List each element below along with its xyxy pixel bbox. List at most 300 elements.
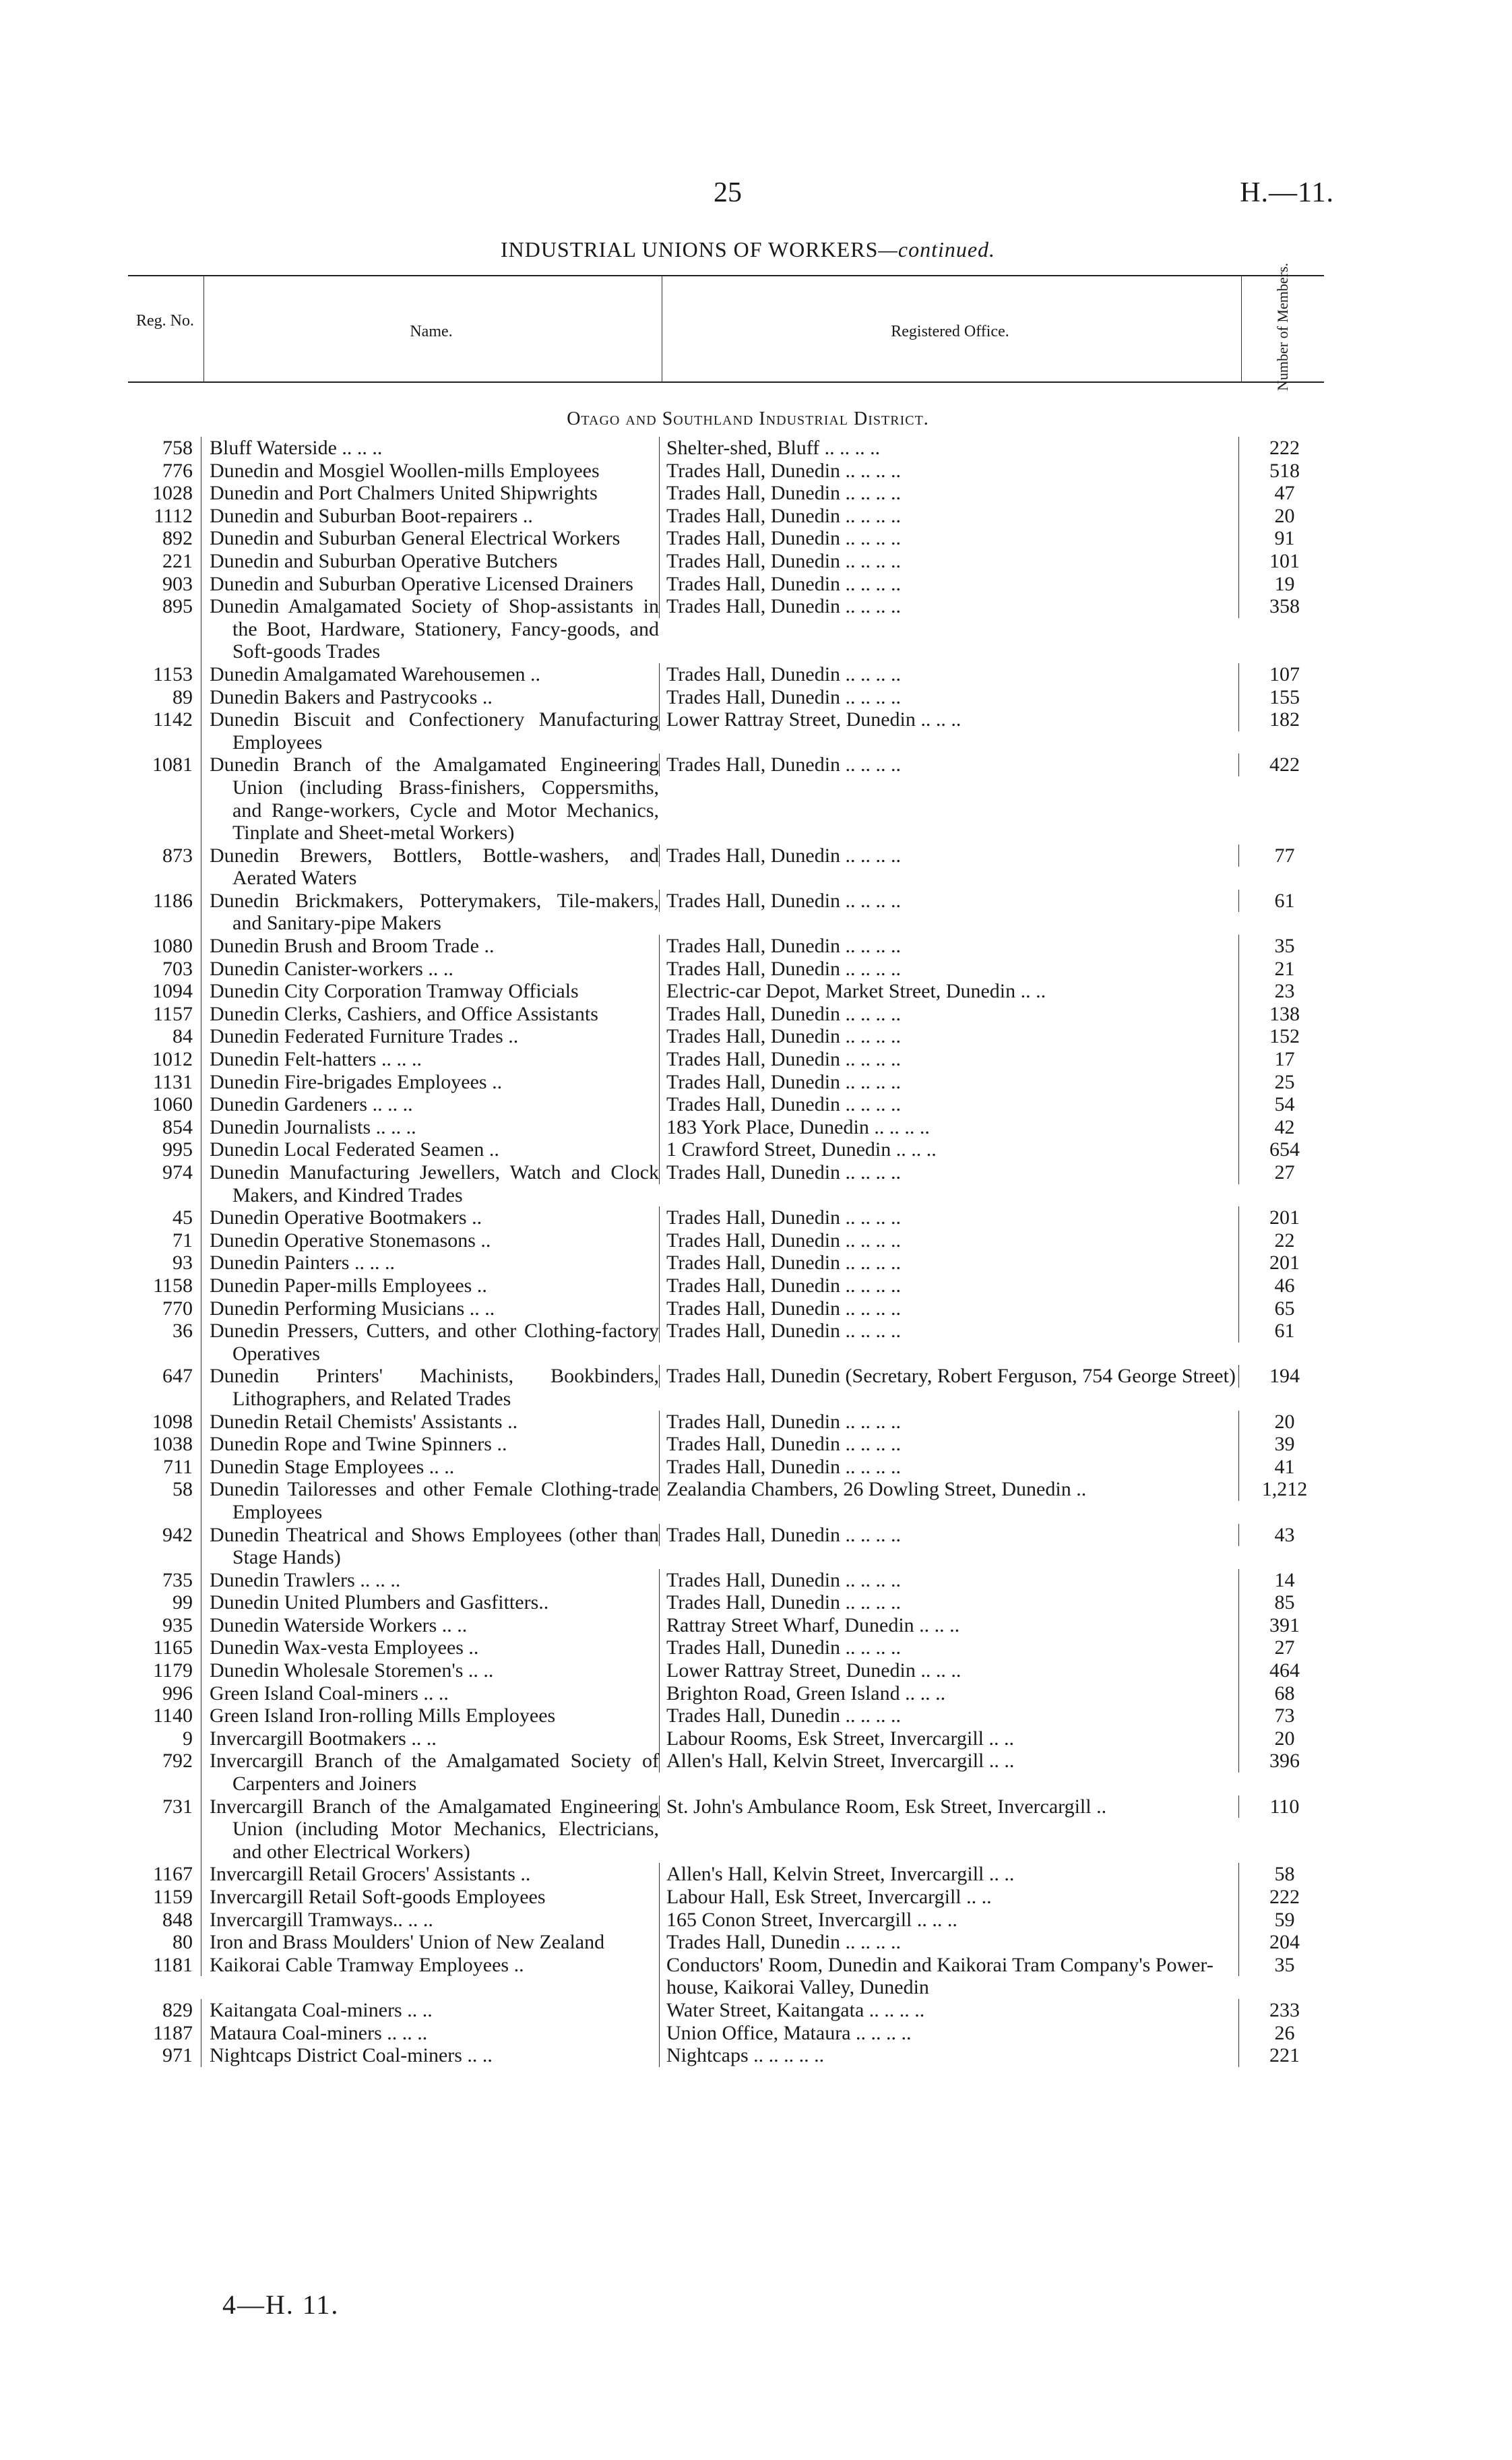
reg-number: 1187 xyxy=(153,2021,193,2044)
member-count: 43 xyxy=(1274,1523,1295,1546)
registered-office: Trades Hall, Dunedin .. .. .. .. xyxy=(666,1568,902,1591)
union-name: Kaikorai Cable Tramway Employees .. xyxy=(210,1953,524,1976)
union-name: Iron and Brass Moulders' Union of New Zealand xyxy=(210,1931,605,1954)
registered-office: Trades Hall, Dunedin .. .. .. .. xyxy=(666,482,902,505)
reg-number-cell xyxy=(128,550,201,573)
member-count-cell xyxy=(1238,935,1327,958)
registered-office: Allen's Hall, Kelvin Street, Invercargill .. .. xyxy=(666,1750,1015,1773)
reg-number-cell xyxy=(128,1456,201,1479)
table-row xyxy=(128,1048,1327,1071)
reg-number-cell xyxy=(128,1297,201,1320)
registered-office: Trades Hall, Dunedin .. .. .. .. xyxy=(666,1410,902,1433)
table-row xyxy=(128,1025,1327,1048)
member-count: 201 xyxy=(1269,1252,1300,1274)
table-row xyxy=(128,1591,1327,1614)
registered-office-cell xyxy=(659,1206,1238,1229)
member-count-cell xyxy=(1238,1478,1327,1501)
union-name-cell xyxy=(201,1750,659,1795)
member-count-cell xyxy=(1238,1003,1327,1026)
member-count-cell xyxy=(1238,1161,1327,1184)
reg-number-cell xyxy=(128,1206,201,1229)
table-row xyxy=(128,1795,1327,1864)
registered-office: Shelter-shed, Bluff .. .. .. .. xyxy=(666,437,881,459)
registered-office: Trades Hall, Dunedin .. .. .. .. xyxy=(666,1320,902,1343)
reg-number: 1038 xyxy=(152,1433,193,1456)
reg-number: 1060 xyxy=(152,1093,193,1116)
reg-number: 829 xyxy=(162,1998,193,2021)
member-count: 59 xyxy=(1274,1908,1295,1931)
registered-office: 165 Conon Street, Invercargill .. .. .. xyxy=(666,1908,957,1931)
union-name-cell xyxy=(201,1682,659,1705)
member-count: 654 xyxy=(1269,1138,1300,1161)
member-count: 20 xyxy=(1274,504,1295,527)
registered-office: St. John's Ambulance Room, Esk Street, Invercargill .. xyxy=(666,1795,1107,1818)
reg-number-cell xyxy=(128,890,201,913)
reg-number-cell xyxy=(128,1433,201,1456)
registered-office-cell xyxy=(659,686,1238,709)
union-name: Invercargill Retail Soft-goods Employees xyxy=(210,1886,546,1908)
registered-office-cell xyxy=(659,1931,1238,1954)
registered-office: Trades Hall, Dunedin .. .. .. .. xyxy=(666,1002,902,1025)
union-name-cell xyxy=(201,1161,659,1206)
registered-office: Trades Hall, Dunedin .. .. .. .. xyxy=(666,1093,902,1116)
member-count: 65 xyxy=(1274,1297,1295,1320)
union-name-cell xyxy=(201,1048,659,1071)
column-header-office: Registered Office. xyxy=(891,323,1009,340)
union-name: Dunedin and Suburban General Electrical Workers xyxy=(210,527,621,550)
member-count: 17 xyxy=(1274,1048,1295,1071)
union-name: Mataura Coal-miners .. .. .. xyxy=(210,2021,428,2044)
union-name-cell xyxy=(201,1456,659,1479)
registered-office: Trades Hall, Dunedin .. .. .. .. xyxy=(666,663,902,685)
registered-office-cell xyxy=(659,1365,1238,1388)
reg-number-cell xyxy=(128,663,201,686)
member-count-cell xyxy=(1238,1297,1327,1320)
table-row xyxy=(128,958,1327,981)
reg-number-cell xyxy=(128,1048,201,1071)
reg-number-cell xyxy=(128,2044,201,2067)
reg-number-cell xyxy=(128,1954,201,1977)
union-name: Dunedin Fire-brigades Employees .. xyxy=(210,1070,503,1093)
union-name-cell xyxy=(201,2044,659,2067)
registered-office: Lower Rattray Street, Dunedin .. .. .. xyxy=(666,708,962,731)
member-count-cell xyxy=(1238,1909,1327,1932)
registered-office-cell xyxy=(659,1411,1238,1434)
registered-office-cell xyxy=(659,1614,1238,1637)
union-name: Dunedin Paper-mills Employees .. xyxy=(210,1274,487,1297)
union-name: Dunedin Amalgamated Society of Shop-assistants in the Boot, Hardware, Stationery, Fancy-goods, and Soft-goods Trades xyxy=(210,595,659,663)
member-count: 54 xyxy=(1274,1093,1295,1116)
column-header-members-label: Number of Members. xyxy=(1274,262,1291,392)
reg-number-cell xyxy=(128,1909,201,1932)
registered-office: Labour Hall, Esk Street, Invercargill .. .. xyxy=(666,1886,992,1908)
reg-number-cell xyxy=(128,1795,201,1818)
reg-number: 1153 xyxy=(153,663,193,685)
member-count: 35 xyxy=(1274,1953,1295,1976)
member-count-cell xyxy=(1238,1999,1327,2022)
document-reference: H.—11. xyxy=(1240,177,1334,208)
reg-number: 221 xyxy=(162,549,193,572)
member-count-cell xyxy=(1238,1524,1327,1547)
registered-office: Trades Hall, Dunedin .. .. .. .. xyxy=(666,1636,902,1659)
reg-number-cell xyxy=(128,2022,201,2045)
registered-office-cell xyxy=(659,460,1238,483)
member-count-cell xyxy=(1238,1931,1327,1954)
member-count-cell xyxy=(1238,527,1327,550)
union-name: Dunedin and Suburban Operative Butchers xyxy=(210,549,558,572)
member-count: 20 xyxy=(1274,1410,1295,1433)
union-name-cell xyxy=(201,890,659,935)
registered-office-cell xyxy=(659,663,1238,686)
column-header-members xyxy=(1243,262,1323,392)
union-name-cell xyxy=(201,1116,659,1139)
member-count-cell xyxy=(1238,1456,1327,1479)
union-name: Invercargill Retail Grocers' Assistants .. xyxy=(210,1863,531,1886)
table-row xyxy=(128,1886,1327,1909)
union-name-cell xyxy=(201,505,659,528)
union-name: Dunedin Bakers and Pastrycooks .. xyxy=(210,685,493,708)
reg-number-cell xyxy=(128,1161,201,1184)
registered-office-cell xyxy=(659,505,1238,528)
registered-office-cell xyxy=(659,437,1238,460)
reg-number-cell xyxy=(128,708,201,731)
reg-number-cell xyxy=(128,460,201,483)
union-name-cell xyxy=(201,1093,659,1116)
registered-office-cell xyxy=(659,754,1238,776)
reg-number-cell xyxy=(128,958,201,981)
reg-number: 1098 xyxy=(152,1410,193,1433)
registered-office: Trades Hall, Dunedin .. .. .. .. xyxy=(666,1591,902,1614)
column-header-reg-no: Reg. No. xyxy=(136,312,194,330)
union-name: Dunedin Rope and Twine Spinners .. xyxy=(210,1433,507,1456)
reg-number-cell xyxy=(128,1229,201,1252)
registered-office: Union Office, Mataura .. .. .. .. xyxy=(666,2021,912,2044)
table-row xyxy=(128,1252,1327,1274)
registered-office-cell xyxy=(659,1071,1238,1094)
union-name-cell xyxy=(201,1659,659,1682)
union-name-cell xyxy=(201,1320,659,1365)
member-count: 358 xyxy=(1269,595,1300,618)
registered-office-cell xyxy=(659,1161,1238,1184)
reg-number: 9 xyxy=(183,1727,193,1750)
member-count-cell xyxy=(1238,1636,1327,1659)
table-row xyxy=(128,1954,1327,1999)
registered-office: Trades Hall, Dunedin .. .. .. .. xyxy=(666,685,902,708)
reg-number: 942 xyxy=(162,1523,193,1546)
table-row xyxy=(128,1704,1327,1727)
reg-number: 80 xyxy=(172,1931,193,1954)
registered-office: Trades Hall, Dunedin .. .. .. .. xyxy=(666,1455,902,1478)
registered-office: Trades Hall, Dunedin .. .. .. .. xyxy=(666,1523,902,1546)
registered-office-cell xyxy=(659,1750,1238,1773)
union-name: Dunedin Pressers, Cutters, and other Clothing-factory Operatives xyxy=(210,1320,659,1365)
registered-office: Trades Hall, Dunedin .. .. .. .. xyxy=(666,459,902,482)
registered-office: Trades Hall, Dunedin (Secretary, Robert Ferguson, 754 George Street) xyxy=(666,1365,1236,1388)
member-count: 221 xyxy=(1269,2044,1300,2067)
member-count: 182 xyxy=(1269,708,1300,731)
union-name-cell xyxy=(201,1614,659,1637)
registered-office: Trades Hall, Dunedin .. .. .. .. xyxy=(666,844,902,867)
reg-number: 1159 xyxy=(153,1886,193,1908)
union-name-cell xyxy=(201,754,659,844)
reg-number: 99 xyxy=(172,1591,193,1614)
union-name: Dunedin Journalists .. .. .. xyxy=(210,1115,416,1138)
table-row xyxy=(128,1071,1327,1094)
reg-number: 1158 xyxy=(153,1274,193,1297)
reg-number: 711 xyxy=(163,1455,193,1478)
member-count: 222 xyxy=(1269,1886,1300,1908)
member-count: 201 xyxy=(1269,1206,1300,1229)
reg-number: 758 xyxy=(162,437,193,459)
union-name: Invercargill Branch of the Amalgamated Society of Carpenters and Joiners xyxy=(210,1750,659,1795)
table-row xyxy=(128,1411,1327,1434)
reg-number: 36 xyxy=(172,1320,193,1343)
table-row xyxy=(128,754,1327,844)
page-title xyxy=(377,237,1119,262)
union-name: Dunedin Performing Musicians .. .. xyxy=(210,1297,495,1320)
reg-number: 89 xyxy=(172,685,193,708)
union-name: Dunedin Local Federated Seamen .. xyxy=(210,1138,499,1161)
union-name: Dunedin Gardeners .. .. .. xyxy=(210,1093,413,1116)
member-count-cell xyxy=(1238,754,1327,776)
table-row xyxy=(128,1863,1327,1886)
union-name-cell xyxy=(201,1795,659,1864)
union-name: Invercargill Tramways.. .. .. xyxy=(210,1908,433,1931)
registered-office-cell xyxy=(659,1954,1238,1999)
union-name: Dunedin Theatrical and Shows Employees (other than Stage Hands) xyxy=(210,1523,659,1569)
member-count: 26 xyxy=(1274,2021,1295,2044)
reg-number: 1131 xyxy=(153,1070,193,1093)
member-count: 233 xyxy=(1269,1998,1300,2021)
union-name: Dunedin Biscuit and Confectionery Manufacturing Employees xyxy=(210,708,659,754)
member-count: 101 xyxy=(1269,549,1300,572)
reg-number-cell xyxy=(128,1093,201,1116)
registered-office-cell xyxy=(659,1048,1238,1071)
member-count-cell xyxy=(1238,1320,1327,1343)
table-row xyxy=(128,980,1327,1003)
reg-number-cell xyxy=(128,1320,201,1343)
reg-number-cell xyxy=(128,1886,201,1909)
reg-number-cell xyxy=(128,437,201,460)
member-count: 19 xyxy=(1274,572,1295,595)
registered-office-cell xyxy=(659,550,1238,573)
member-count: 22 xyxy=(1274,1229,1295,1252)
member-count-cell xyxy=(1238,1116,1327,1139)
registered-office-cell xyxy=(659,890,1238,913)
reg-number: 996 xyxy=(162,1682,193,1704)
union-name: Nightcaps District Coal-miners .. .. xyxy=(210,2044,493,2067)
reg-number-cell xyxy=(128,1116,201,1139)
registered-office: Electric-car Depot, Market Street, Dunedin .. .. xyxy=(666,980,1046,1003)
registered-office: Trades Hall, Dunedin .. .. .. .. xyxy=(666,889,902,912)
member-count-cell xyxy=(1238,437,1327,460)
reg-number-cell xyxy=(128,1365,201,1388)
reg-number-cell xyxy=(128,935,201,958)
registered-office-cell xyxy=(659,573,1238,596)
registered-office-cell xyxy=(659,844,1238,867)
member-count-cell xyxy=(1238,1229,1327,1252)
district-heading: Otago and Southland Industrial District. xyxy=(567,408,929,429)
table-row xyxy=(128,2044,1327,2067)
union-name: Dunedin and Suburban Boot-repairers .. xyxy=(210,504,533,527)
reg-number-cell xyxy=(128,1704,201,1727)
reg-number: 1157 xyxy=(153,1002,193,1025)
member-count: 194 xyxy=(1269,1365,1300,1388)
union-name-cell xyxy=(201,958,659,981)
member-count: 47 xyxy=(1274,482,1295,505)
registered-office-cell xyxy=(659,482,1238,505)
registered-office-cell xyxy=(659,1886,1238,1909)
union-name-cell xyxy=(201,482,659,505)
union-name-cell xyxy=(201,550,659,573)
table-row xyxy=(128,686,1327,709)
union-name-cell xyxy=(201,1886,659,1909)
member-count-cell xyxy=(1238,2044,1327,2067)
member-count-cell xyxy=(1238,573,1327,596)
registered-office-cell xyxy=(659,958,1238,981)
union-name: Dunedin Felt-hatters .. .. .. xyxy=(210,1048,422,1071)
registered-office: Rattray Street Wharf, Dunedin .. .. .. xyxy=(666,1613,960,1636)
registered-office-cell xyxy=(659,595,1238,618)
registered-office: Trades Hall, Dunedin .. .. .. .. xyxy=(666,754,902,776)
union-name-cell xyxy=(201,1138,659,1161)
union-name-cell xyxy=(201,1274,659,1297)
member-count-cell xyxy=(1238,686,1327,709)
registered-office-cell xyxy=(659,1704,1238,1727)
member-count: 422 xyxy=(1269,754,1300,776)
reg-number: 1140 xyxy=(153,1704,193,1727)
union-name: Dunedin and Mosgiel Woollen-mills Employees xyxy=(210,459,600,482)
member-count: 23 xyxy=(1274,980,1295,1003)
union-name: Dunedin Brewers, Bottlers, Bottle-washers, and Aerated Waters xyxy=(210,844,659,890)
table-row xyxy=(128,844,1327,890)
reg-number: 1028 xyxy=(152,482,193,505)
reg-number: 735 xyxy=(162,1568,193,1591)
member-count: 155 xyxy=(1269,685,1300,708)
registered-office: Trades Hall, Dunedin .. .. .. .. xyxy=(666,1252,902,1274)
registered-office: Trades Hall, Dunedin .. .. .. .. xyxy=(666,1433,902,1456)
reg-number: 971 xyxy=(162,2044,193,2067)
reg-number-cell xyxy=(128,1411,201,1434)
reg-number-cell xyxy=(128,1750,201,1773)
member-count: 27 xyxy=(1274,1161,1295,1183)
reg-number: 854 xyxy=(162,1115,193,1138)
union-name-cell xyxy=(201,1591,659,1614)
table-row xyxy=(128,1636,1327,1659)
reg-number-cell xyxy=(128,1636,201,1659)
table-row xyxy=(128,1909,1327,1932)
registered-office: Trades Hall, Dunedin .. .. .. .. xyxy=(666,504,902,527)
member-count-cell xyxy=(1238,1048,1327,1071)
member-count-cell xyxy=(1238,1750,1327,1773)
header-column-divider-1 xyxy=(203,276,204,381)
union-name: Green Island Coal-miners .. .. xyxy=(210,1682,449,1704)
registered-office-cell xyxy=(659,1229,1238,1252)
unions-table xyxy=(128,437,1327,2067)
registered-office: Trades Hall, Dunedin .. .. .. .. xyxy=(666,1025,902,1048)
union-name-cell xyxy=(201,437,659,460)
member-count-cell xyxy=(1238,1071,1327,1094)
reg-number: 1186 xyxy=(153,889,193,912)
registered-office: Trades Hall, Dunedin .. .. .. .. xyxy=(666,1048,902,1071)
member-count-cell xyxy=(1238,1025,1327,1048)
member-count-cell xyxy=(1238,1954,1327,1977)
reg-number: 974 xyxy=(162,1161,193,1183)
member-count: 85 xyxy=(1274,1591,1295,1614)
registered-office-cell xyxy=(659,1795,1238,1818)
registered-office: Conductors' Room, Dunedin and Kaikorai Tram Company's Power-house, Kaikorai Valley, Dunedin xyxy=(666,1953,1214,1999)
reg-number: 1080 xyxy=(152,935,193,958)
registered-office-cell xyxy=(659,1659,1238,1682)
union-name-cell xyxy=(201,1025,659,1048)
member-count-cell xyxy=(1238,1886,1327,1909)
reg-number: 895 xyxy=(162,595,193,618)
union-name-cell xyxy=(201,1569,659,1592)
reg-number-cell xyxy=(128,1524,201,1547)
reg-number: 71 xyxy=(172,1229,193,1252)
reg-number-cell xyxy=(128,1659,201,1682)
member-count-cell xyxy=(1238,1093,1327,1116)
union-name-cell xyxy=(201,686,659,709)
table-row xyxy=(128,1365,1327,1410)
registered-office: Trades Hall, Dunedin .. .. .. .. xyxy=(666,935,902,958)
union-name-cell xyxy=(201,573,659,596)
registered-office-cell xyxy=(659,1433,1238,1456)
member-count-cell xyxy=(1238,1569,1327,1592)
reg-number-cell xyxy=(128,1252,201,1274)
union-name-cell xyxy=(201,1478,659,1523)
registered-office-cell xyxy=(659,1863,1238,1886)
union-name-cell xyxy=(201,1931,659,1954)
member-count: 61 xyxy=(1274,1320,1295,1343)
member-count: 110 xyxy=(1269,1795,1300,1818)
table-row xyxy=(128,708,1327,754)
union-name: Invercargill Branch of the Amalgamated Engineering Union (including Motor Mechanics, Electricians, and other Electrical Workers) xyxy=(210,1795,659,1863)
reg-number: 873 xyxy=(162,844,193,867)
union-name: Dunedin Retail Chemists' Assistants .. xyxy=(210,1410,518,1433)
registered-office: 1 Crawford Street, Dunedin .. .. .. xyxy=(666,1138,937,1161)
registered-office: Lower Rattray Street, Dunedin .. .. .. xyxy=(666,1659,962,1682)
member-count-cell xyxy=(1238,1433,1327,1456)
union-name-cell xyxy=(201,708,659,754)
reg-number-cell xyxy=(128,1591,201,1614)
reg-number-cell xyxy=(128,844,201,867)
table-row xyxy=(128,1206,1327,1229)
member-count: 39 xyxy=(1274,1433,1295,1456)
registered-office: Trades Hall, Dunedin .. .. .. .. xyxy=(666,1161,902,1183)
reg-number-cell xyxy=(128,1274,201,1297)
member-count: 138 xyxy=(1269,1002,1300,1025)
table-row xyxy=(128,1093,1327,1116)
reg-number: 892 xyxy=(162,527,193,550)
member-count: 464 xyxy=(1269,1659,1300,1682)
page-number: 25 xyxy=(714,177,742,208)
member-count: 73 xyxy=(1274,1704,1295,1727)
reg-number: 792 xyxy=(162,1750,193,1773)
reg-number-cell xyxy=(128,505,201,528)
member-count-cell xyxy=(1238,2022,1327,2045)
member-count-cell xyxy=(1238,890,1327,913)
registered-office: Nightcaps .. .. .. .. .. xyxy=(666,2044,825,2067)
reg-number: 45 xyxy=(172,1206,193,1229)
union-name-cell xyxy=(201,980,659,1003)
reg-number-cell xyxy=(128,1999,201,2022)
registered-office: Trades Hall, Dunedin .. .. .. .. xyxy=(666,549,902,572)
reg-number: 1179 xyxy=(153,1659,193,1682)
union-name-cell xyxy=(201,527,659,550)
member-count-cell xyxy=(1238,1727,1327,1750)
union-name: Dunedin and Suburban Operative Licensed Drainers xyxy=(210,572,633,595)
